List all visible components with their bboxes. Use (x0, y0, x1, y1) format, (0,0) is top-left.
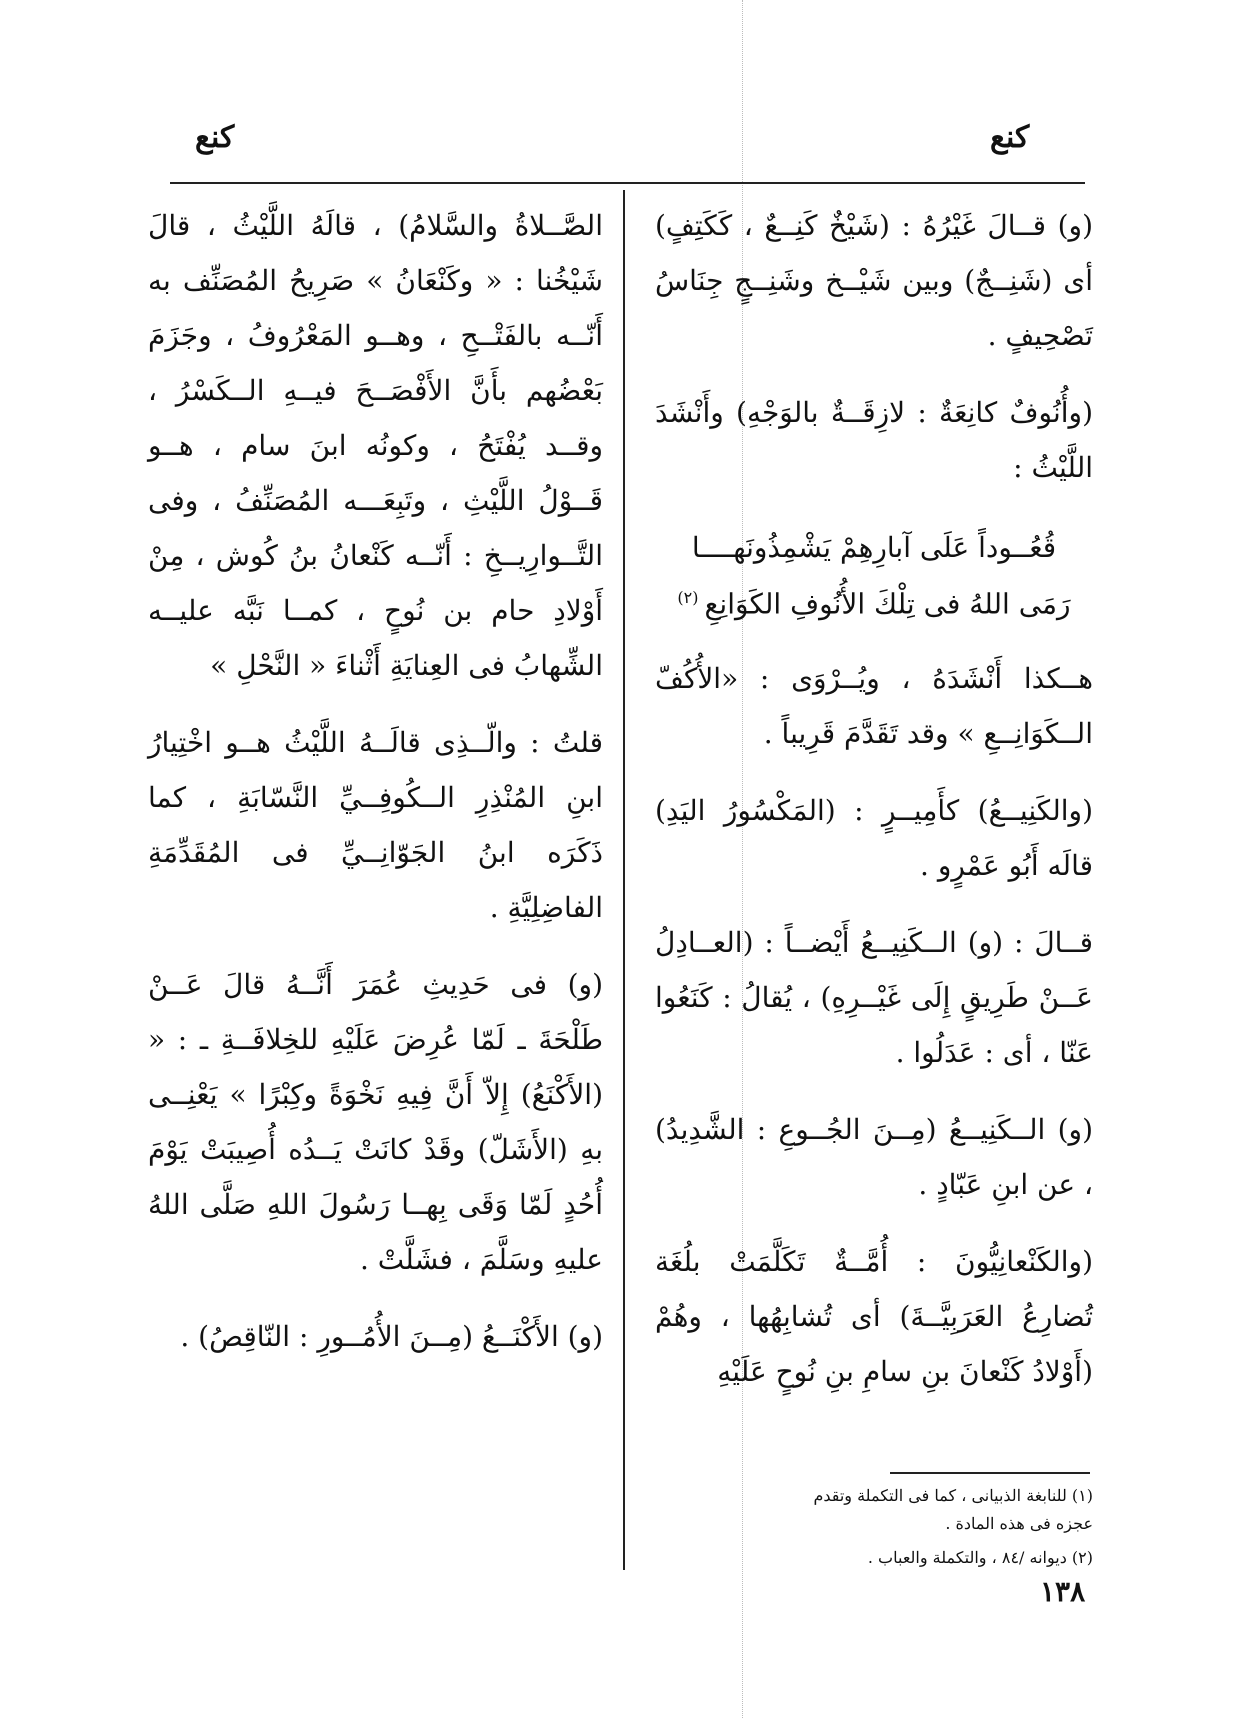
footnote-marker: (٢) (677, 588, 699, 607)
entry-paragraph: (وأُنُوفٌ كانِعَةٌ : لازِقَــةٌ بالوَجْهِ) وأَنْشَدَ اللَّيْثُ : (655, 396, 1093, 484)
verse-first-hemistich: قُعُــوداً عَلَى آبارِهِمْ يَشْمِذُونَهــــا (691, 531, 1057, 564)
entry-paragraph: هــكذا أَنْشَدَهُ ، ويُــرْوَى : «الأُكُفّ الــكَوَانِــعِ » وقد تَقَدَّمَ قَرِيباً . (655, 662, 1093, 751)
footnotes (780, 1482, 1093, 1578)
footnote-rule (890, 1472, 1090, 1474)
header-rule (170, 182, 1085, 184)
entry-paragraph: (و) قــالَ غَيْرُهُ : (شَيْخٌ كَنِــعٌ ، كَكَتِفٍ) أى (شَنِــجٌ) وبين شَيْــخ وشَنِــجٍ جِنَاسُ تَصْحِيفٍ . (655, 209, 1093, 352)
entry-paragraph: قلتُ : والّــذِى قالَــهُ اللَّيْثُ هــو اخْتِيارُ ابنِ المُنْذِرِ الــكُوفِــيِّ النَّسّابَةِ ، كما ذَكَرَه ابنُ الجَوّانِــيِّ فى المُقَدِّمَةِ الفاضِلِيَّةِ . (148, 726, 603, 924)
footnote: (١) للنابغة الذبيانى ، كما فى التكملة وتقدم عجزه فى هذه المادة . (813, 1486, 1093, 1533)
entry-paragraph: (و) الــكَنِيــعُ (مِــنَ الجُــوعِ : الشَّدِيدُ) ، عن ابنِ عَبّادٍ . (655, 1113, 1093, 1202)
right-column (655, 198, 1093, 1421)
footnote: (٢) ديوانه /٨٤ ، والتكملة والعباب . (867, 1548, 1093, 1567)
entry-paragraph: الصَّــلاةُ والسَّلامُ) ، قالَهُ اللَّيْثُ ، قالَ شَيْخُنا : « وكَنْعَانُ » صَرِيحُ المُصَنِّف به أَنّــه بالفَتْــحِ ، وهــو المَعْرُوفُ ، وجَزَمَ بَعْضُهم بأَنَّ الأَفْصَــحَ فيــهِ الــكَسْرُ ، وقــد يُفْتَحُ ، وكونُه ابنَ سام ، هــو قَــوْلُ اللَّيْثِ ، وتَبِعَـــه المُصَنِّفُ ، وفى التَّــوارِيــخِ : أَنّــه كَنْعانُ بنُ كُوش ، مِنْ أَوْلادِ حام بن نُوحٍ ، كمــا نَبَّه عليــه الشِّهابُ فى العِنايَةِ أَثْناءَ « النَّحْلِ » (148, 209, 603, 682)
page-number: ١٣٨ (1040, 1575, 1086, 1608)
entry-paragraph: (و) فى حَدِيثِ عُمَرَ أَنَّــهُ قالَ عَــنْ طَلْحَةَ ـ لَمّا عُرِضَ عَلَيْهِ للخِلافَــةِ ـ : « (الأَكْنَعُ) إِلاّ أَنَّ فِيهِ نَخْوَةً وكِبْرًا » يَعْنِــى بهِ (الأَشَلّ) وقَدْ كانَتْ يَــدُه أُصِيبَتْ يَوْمَ أُحُدٍ لَمّا وَقَى بِهــا رَسُولَ اللهِ صَلَّى اللهُ عليهِ وسَلَّمَ ، فشَلَّتْ . (148, 968, 603, 1276)
entry-paragraph: قــالَ : (و) الــكَنِيــعُ أَيْضــاً : (العــادِلُ عَــنْ طَرِيقٍ إِلَى غَيْــرِهِ) ، يُقالُ : كَنَعُوا عَنّا ، أى : عَدَلُوا . (655, 926, 1093, 1070)
running-header-left: كنع (195, 120, 235, 155)
running-header-right: كنع (990, 120, 1030, 155)
entry-paragraph: (والكَنْعانِيُّونَ : أُمَّــةٌ تَكَلَّمَتْ بلُغَة تُضارِعُ العَرَبِيَّــةَ) أى تُشابِهُها ، وهُمْ (أَوْلادُ كَنْعانَ بنِ سامِ بنِ نُوحٍ عَلَيْهِ (655, 1245, 1093, 1389)
entry-paragraph: (و) الأَكْنَــعُ (مِــنَ الأُمُــورِ : النّاقِصُ) . (180, 1320, 603, 1353)
verse-second-hemistich: رَمَى اللهُ فى تِلْكَ الأُنُوفِ الكَوَانِعِ (704, 587, 1071, 621)
column-divider (623, 190, 625, 1570)
entry-paragraph: (والكَنِيــعُ) كأَمِيــرٍ : (المَكْسُورُ اليَدِ) قالَه أَبُو عَمْرٍو . (655, 794, 1093, 883)
left-column (148, 198, 603, 1386)
poetry-verse (655, 523, 1093, 629)
